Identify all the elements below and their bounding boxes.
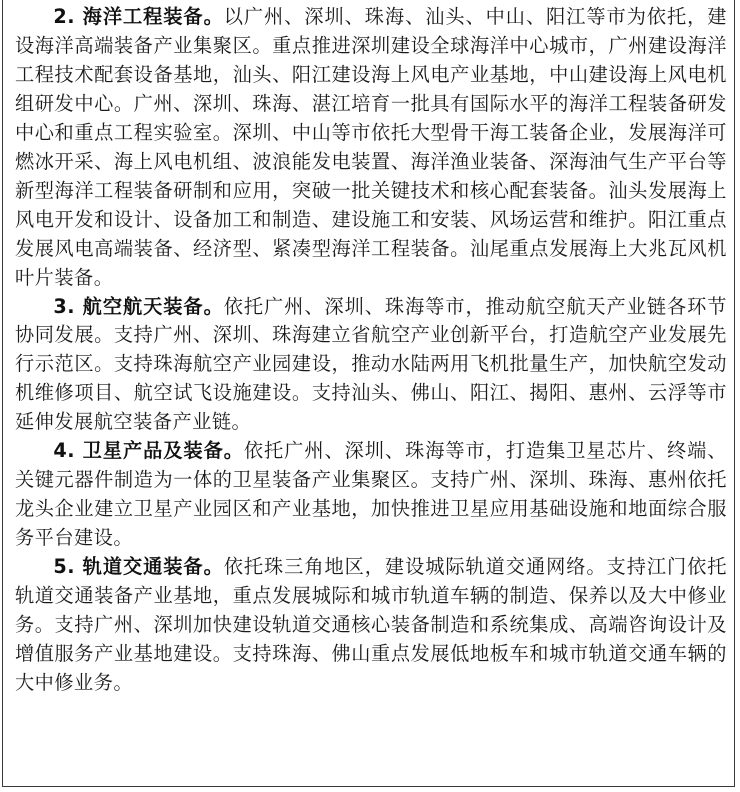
section-heading: 4. 卫星产品及装备。: [53, 439, 244, 463]
section-text: 依托广州、深圳、珠海等市，推动航空航天产业链各环节协同发展。支持广州、深圳、珠海建立省航空产业创新平台，打造航空产业发展先行示范区。支持珠海航空产业园建设，推动水陆两用飞机批量生产，加快航空发动机维修项目、航空试飞设施建设。支持汕头、佛山、阳江、揭阳、惠州、云浮等市延伸发展航空装备产业链。: [15, 294, 727, 434]
section-text: 以广州、深圳、珠海、汕头、中山、阳江等市为依托，建设海洋高端装备产业集聚区。重点推进深圳建设全球海洋中心城市，广州建设海洋工程技术配套设备基地，汕头、阳江建设海上风电产业基地，中山建设海上风电机组研发中心。广州、深圳、珠海、湛江培育一批具有国际水平的海洋工程装备研发中心和重点工程实验室。深圳、中山等市依托大型骨干海工装备企业，发展海洋可燃冰开采、海上风电机组、波浪能发电装置、海洋渔业装备、深海油气生产平台等新型海洋工程装备研制和应用，突破一批关键技术和核心配套装备。汕头发展海上风电开发和设计、设备加工和制造、建设施工和安装、风场运营和维护。阳江重点发展风电高端装备、经济型、紧凑型海洋工程装备。汕尾重点发展海上大兆瓦风机叶片装备。: [15, 5, 727, 289]
section-satellite: [15, 437, 727, 553]
section-heading: 3. 航空航天装备。: [53, 294, 224, 318]
section-heading: 2. 海洋工程装备。: [53, 5, 224, 28]
document-frame: [2, 0, 735, 787]
section-heading: 5. 轨道交通装备。: [53, 555, 224, 579]
section-text: 依托广州、深圳、珠海等市，打造集卫星芯片、终端、关键元器件制造为一体的卫星装备产业集聚区。支持广州、深圳、珠海、惠州依托龙头企业建立卫星产业园区和产业基地，加快推进卫星应用基础设施和地面综合服务平台建设。: [15, 439, 727, 550]
document-body: [15, 3, 727, 698]
section-marine-engineering: [15, 3, 727, 293]
section-text: 依托珠三角地区，建设城际轨道交通网络。支持江门依托轨道交通装备产业基地，重点发展城际和城市轨道车辆的制造、保养以及大中修业务。支持广州、深圳加快建设轨道交通核心装备制造和系统集成、高端咨询设计及增值服务产业基地建设。支持珠海、佛山重点发展低地板车和城市轨道交通车辆的大中修业务。: [15, 555, 727, 694]
section-rail-transit: [15, 553, 727, 698]
section-aerospace: [15, 293, 727, 438]
